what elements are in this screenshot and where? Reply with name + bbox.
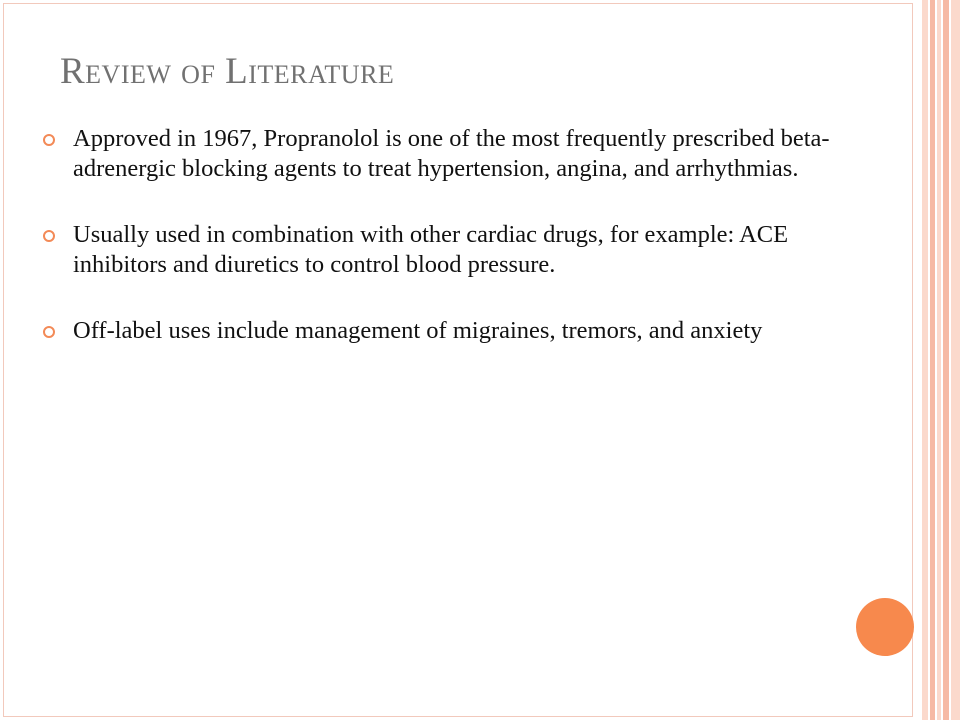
bullet-item <box>40 220 870 280</box>
decorative-circle <box>856 598 914 656</box>
bullet-circle-icon <box>43 230 55 242</box>
bullet-text: Off-label uses include management of migraines, tremors, and anxiety <box>73 317 763 344</box>
slide-border <box>3 3 913 717</box>
stripe <box>937 0 941 720</box>
bullet-item <box>40 124 870 184</box>
decorative-stripes <box>922 0 960 720</box>
slide-title: Review of Literature <box>60 51 395 92</box>
stripe <box>943 0 949 720</box>
bullet-text: Approved in 1967, Propranolol is one of the most frequently prescribed beta-adrenergic blocking agents to treat hypertension, angina, and arrhythmias. <box>73 125 830 182</box>
stripe <box>951 0 960 720</box>
stripe <box>922 0 928 720</box>
bullet-text: Usually used in combination with other cardiac drugs, for example: ACE inhibitors and diuretics to control blood pressure. <box>73 221 789 278</box>
bullet-circle-icon <box>43 134 55 146</box>
bullet-circle-icon <box>43 326 55 338</box>
bullet-item <box>40 316 870 346</box>
stripe <box>930 0 935 720</box>
bullet-list <box>40 124 870 346</box>
